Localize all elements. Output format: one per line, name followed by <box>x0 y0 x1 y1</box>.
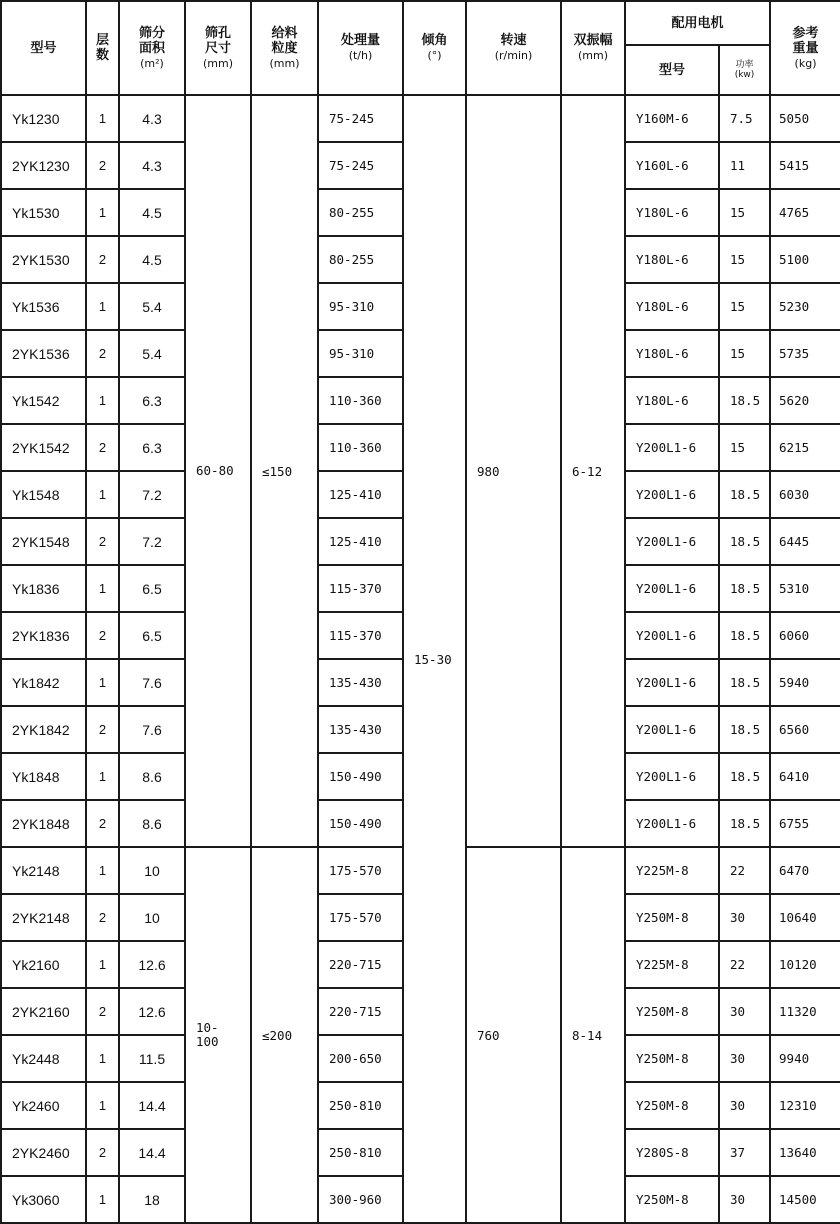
cell-motor-model: Y225M-8 <box>625 847 719 894</box>
cell-capacity: 95-310 <box>318 330 403 377</box>
cell-capacity: 175-570 <box>318 894 403 941</box>
cell-capacity: 125-410 <box>318 518 403 565</box>
cell-motor-power: 30 <box>719 1035 770 1082</box>
cell-capacity: 80-255 <box>318 236 403 283</box>
cell-weight: 5310 <box>770 565 840 612</box>
cell-model: Yk2460 <box>1 1082 86 1129</box>
cell-model: Yk1842 <box>1 659 86 706</box>
header-layers: 层 数 <box>86 1 119 95</box>
cell-motor-power: 18.5 <box>719 518 770 565</box>
cell-capacity: 250-810 <box>318 1082 403 1129</box>
cell-aperture: 60-80 <box>185 95 251 847</box>
cell-capacity: 80-255 <box>318 189 403 236</box>
cell-motor-power: 18.5 <box>719 706 770 753</box>
cell-area: 12.6 <box>119 941 185 988</box>
header-area: 筛分 面积 (m²) <box>119 1 185 95</box>
cell-motor-power: 15 <box>719 424 770 471</box>
cell-layers: 1 <box>86 189 119 236</box>
cell-capacity: 150-490 <box>318 800 403 847</box>
cell-model: 2YK2148 <box>1 894 86 941</box>
cell-layers: 2 <box>86 330 119 377</box>
cell-layers: 2 <box>86 800 119 847</box>
cell-weight: 6755 <box>770 800 840 847</box>
cell-angle: 15-30 <box>403 95 466 1223</box>
cell-model: Yk1536 <box>1 283 86 330</box>
cell-weight: 5415 <box>770 142 840 189</box>
cell-layers: 2 <box>86 1129 119 1176</box>
cell-motor-model: Y250M-8 <box>625 1082 719 1129</box>
header-amplitude: 双振幅 (mm) <box>561 1 625 95</box>
cell-area: 4.5 <box>119 236 185 283</box>
cell-motor-model: Y250M-8 <box>625 1176 719 1223</box>
cell-model: Yk1530 <box>1 189 86 236</box>
cell-model: 2YK1842 <box>1 706 86 753</box>
cell-model: Yk1848 <box>1 753 86 800</box>
cell-motor-power: 18.5 <box>719 659 770 706</box>
header-motor-power: 功率 (kw) <box>719 45 770 95</box>
cell-model: 2YK1530 <box>1 236 86 283</box>
cell-weight: 6030 <box>770 471 840 518</box>
cell-weight: 13640 <box>770 1129 840 1176</box>
cell-area: 7.2 <box>119 518 185 565</box>
cell-amplitude: 6-12 <box>561 95 625 847</box>
cell-motor-power: 18.5 <box>719 753 770 800</box>
cell-model: 2YK1542 <box>1 424 86 471</box>
cell-motor-power: 18.5 <box>719 612 770 659</box>
cell-area: 6.5 <box>119 565 185 612</box>
cell-layers: 1 <box>86 377 119 424</box>
cell-motor-model: Y200L1-6 <box>625 753 719 800</box>
cell-layers: 2 <box>86 518 119 565</box>
cell-feed: ≤150 <box>251 95 318 847</box>
cell-capacity: 110-360 <box>318 424 403 471</box>
cell-capacity: 95-310 <box>318 283 403 330</box>
cell-model: 2YK1230 <box>1 142 86 189</box>
cell-motor-power: 22 <box>719 847 770 894</box>
header-speed: 转速 (r/min) <box>466 1 561 95</box>
cell-model: 2YK2460 <box>1 1129 86 1176</box>
cell-motor-model: Y250M-8 <box>625 1035 719 1082</box>
cell-model: Yk1542 <box>1 377 86 424</box>
cell-motor-model: Y180L-6 <box>625 236 719 283</box>
cell-model: Yk1230 <box>1 95 86 142</box>
cell-layers: 1 <box>86 565 119 612</box>
cell-motor-model: Y200L1-6 <box>625 706 719 753</box>
cell-model: Yk2160 <box>1 941 86 988</box>
cell-area: 4.3 <box>119 142 185 189</box>
cell-motor-model: Y200L1-6 <box>625 800 719 847</box>
cell-motor-power: 18.5 <box>719 377 770 424</box>
cell-weight: 5620 <box>770 377 840 424</box>
cell-model: Yk3060 <box>1 1176 86 1223</box>
cell-motor-power: 18.5 <box>719 471 770 518</box>
cell-weight: 6470 <box>770 847 840 894</box>
cell-area: 5.4 <box>119 330 185 377</box>
cell-capacity: 75-245 <box>318 95 403 142</box>
cell-weight: 5100 <box>770 236 840 283</box>
cell-area: 7.2 <box>119 471 185 518</box>
cell-motor-power: 30 <box>719 988 770 1035</box>
cell-capacity: 175-570 <box>318 847 403 894</box>
cell-motor-model: Y180L-6 <box>625 189 719 236</box>
cell-area: 6.3 <box>119 377 185 424</box>
cell-weight: 6060 <box>770 612 840 659</box>
cell-capacity: 200-650 <box>318 1035 403 1082</box>
cell-capacity: 125-410 <box>318 471 403 518</box>
cell-capacity: 115-370 <box>318 612 403 659</box>
cell-weight: 6215 <box>770 424 840 471</box>
cell-area: 6.3 <box>119 424 185 471</box>
cell-layers: 1 <box>86 753 119 800</box>
cell-layers: 2 <box>86 142 119 189</box>
cell-layers: 2 <box>86 706 119 753</box>
cell-capacity: 110-360 <box>318 377 403 424</box>
cell-layers: 1 <box>86 1082 119 1129</box>
cell-weight: 10120 <box>770 941 840 988</box>
cell-motor-power: 30 <box>719 894 770 941</box>
cell-weight: 12310 <box>770 1082 840 1129</box>
header-feed: 给料 粒度 (mm) <box>251 1 318 95</box>
cell-area: 8.6 <box>119 753 185 800</box>
cell-area: 8.6 <box>119 800 185 847</box>
cell-model: Yk2148 <box>1 847 86 894</box>
cell-motor-power: 15 <box>719 283 770 330</box>
cell-motor-model: Y180L-6 <box>625 283 719 330</box>
cell-area: 10 <box>119 847 185 894</box>
cell-area: 11.5 <box>119 1035 185 1082</box>
cell-capacity: 300-960 <box>318 1176 403 1223</box>
table-header <box>1 1 840 95</box>
cell-layers: 1 <box>86 283 119 330</box>
cell-motor-power: 18.5 <box>719 800 770 847</box>
cell-motor-model: Y200L1-6 <box>625 565 719 612</box>
header-model: 型号 <box>1 1 86 95</box>
cell-weight: 14500 <box>770 1176 840 1223</box>
cell-aperture: 10- 100 <box>185 847 251 1223</box>
cell-motor-model: Y160M-6 <box>625 95 719 142</box>
cell-motor-model: Y200L1-6 <box>625 424 719 471</box>
cell-layers: 1 <box>86 847 119 894</box>
cell-layers: 2 <box>86 424 119 471</box>
cell-layers: 1 <box>86 659 119 706</box>
cell-motor-power: 30 <box>719 1082 770 1129</box>
cell-area: 12.6 <box>119 988 185 1035</box>
cell-area: 10 <box>119 894 185 941</box>
cell-motor-power: 15 <box>719 189 770 236</box>
cell-capacity: 135-430 <box>318 706 403 753</box>
cell-feed: ≤200 <box>251 847 318 1223</box>
cell-area: 14.4 <box>119 1129 185 1176</box>
cell-area: 5.4 <box>119 283 185 330</box>
cell-motor-power: 18.5 <box>719 565 770 612</box>
cell-motor-power: 11 <box>719 142 770 189</box>
cell-weight: 5940 <box>770 659 840 706</box>
cell-area: 18 <box>119 1176 185 1223</box>
cell-motor-model: Y250M-8 <box>625 894 719 941</box>
cell-motor-model: Y280S-8 <box>625 1129 719 1176</box>
table-row <box>1 95 840 142</box>
cell-motor-model: Y200L1-6 <box>625 612 719 659</box>
cell-layers: 1 <box>86 1176 119 1223</box>
header-motor-model: 型号 <box>625 45 719 95</box>
cell-area: 4.5 <box>119 189 185 236</box>
cell-speed: 980 <box>466 95 561 847</box>
cell-weight: 9940 <box>770 1035 840 1082</box>
cell-weight: 10640 <box>770 894 840 941</box>
cell-motor-model: Y200L1-6 <box>625 518 719 565</box>
cell-motor-model: Y225M-8 <box>625 941 719 988</box>
cell-capacity: 75-245 <box>318 142 403 189</box>
cell-amplitude: 8-14 <box>561 847 625 1223</box>
cell-speed: 760 <box>466 847 561 1223</box>
cell-model: 2YK1536 <box>1 330 86 377</box>
cell-weight: 11320 <box>770 988 840 1035</box>
cell-motor-model: Y180L-6 <box>625 377 719 424</box>
cell-motor-power: 15 <box>719 236 770 283</box>
cell-motor-model: Y160L-6 <box>625 142 719 189</box>
cell-layers: 2 <box>86 612 119 659</box>
header-capacity: 处理量 (t/h) <box>318 1 403 95</box>
cell-model: 2YK1836 <box>1 612 86 659</box>
cell-motor-power: 15 <box>719 330 770 377</box>
cell-layers: 1 <box>86 1035 119 1082</box>
cell-area: 6.5 <box>119 612 185 659</box>
cell-motor-model: Y200L1-6 <box>625 659 719 706</box>
cell-capacity: 250-810 <box>318 1129 403 1176</box>
cell-weight: 6445 <box>770 518 840 565</box>
cell-layers: 1 <box>86 471 119 518</box>
cell-area: 4.3 <box>119 95 185 142</box>
header-weight: 参考 重量 (kg) <box>770 1 840 95</box>
header-angle: 倾角 (°) <box>403 1 466 95</box>
cell-model: Yk1836 <box>1 565 86 612</box>
cell-model: Yk1548 <box>1 471 86 518</box>
cell-capacity: 220-715 <box>318 941 403 988</box>
cell-motor-power: 37 <box>719 1129 770 1176</box>
cell-layers: 1 <box>86 941 119 988</box>
cell-weight: 4765 <box>770 189 840 236</box>
cell-layers: 2 <box>86 894 119 941</box>
cell-model: 2YK1548 <box>1 518 86 565</box>
cell-motor-power: 7.5 <box>719 95 770 142</box>
cell-motor-model: Y250M-8 <box>625 988 719 1035</box>
cell-layers: 2 <box>86 236 119 283</box>
cell-layers: 1 <box>86 95 119 142</box>
cell-model: 2YK2160 <box>1 988 86 1035</box>
cell-area: 7.6 <box>119 706 185 753</box>
header-aperture: 筛孔 尺寸 (mm) <box>185 1 251 95</box>
cell-motor-model: Y200L1-6 <box>625 471 719 518</box>
cell-capacity: 115-370 <box>318 565 403 612</box>
cell-weight: 5050 <box>770 95 840 142</box>
cell-weight: 6410 <box>770 753 840 800</box>
cell-capacity: 135-430 <box>318 659 403 706</box>
cell-layers: 2 <box>86 988 119 1035</box>
cell-weight: 5230 <box>770 283 840 330</box>
cell-weight: 6560 <box>770 706 840 753</box>
table-body <box>1 95 840 1223</box>
cell-motor-model: Y180L-6 <box>625 330 719 377</box>
cell-model: Yk2448 <box>1 1035 86 1082</box>
cell-model: 2YK1848 <box>1 800 86 847</box>
cell-area: 14.4 <box>119 1082 185 1129</box>
cell-capacity: 150-490 <box>318 753 403 800</box>
cell-area: 7.6 <box>119 659 185 706</box>
cell-capacity: 220-715 <box>318 988 403 1035</box>
cell-motor-power: 22 <box>719 941 770 988</box>
cell-weight: 5735 <box>770 330 840 377</box>
header-motor: 配用电机 <box>625 1 770 45</box>
cell-motor-power: 30 <box>719 1176 770 1223</box>
